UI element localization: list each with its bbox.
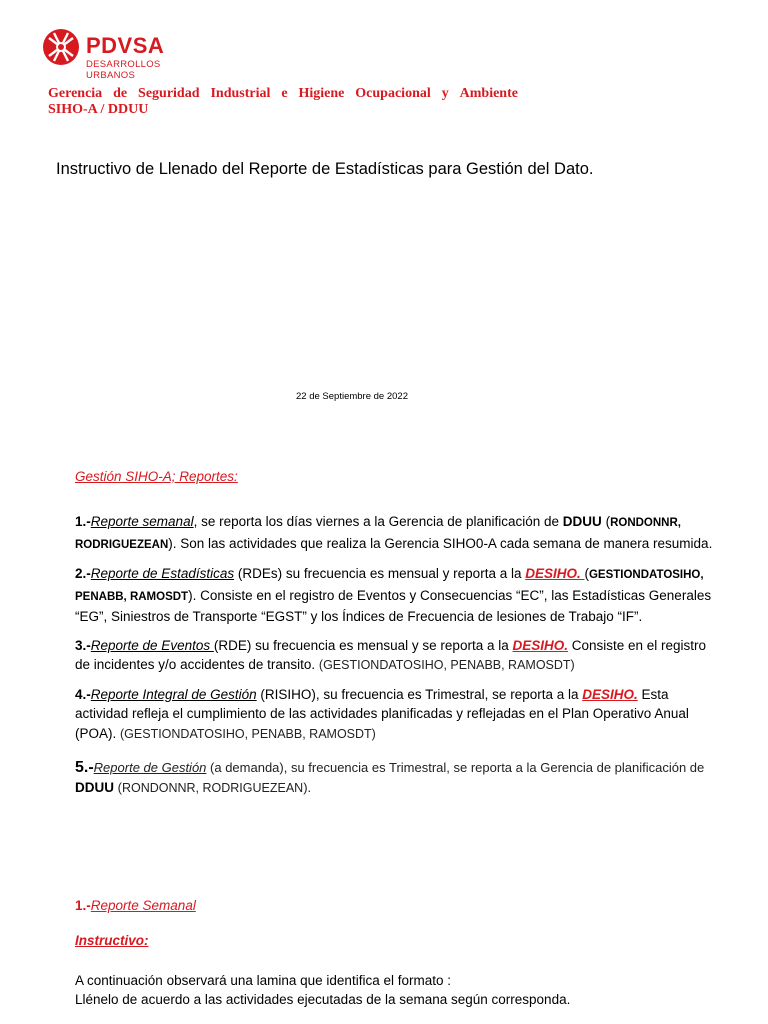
item-text: , se reporta los días viernes a la Gerencia de planificación de [193,514,563,529]
department-line-1 [48,86,518,102]
document-date: 22 de Septiembre de 2022 [296,391,408,402]
item-contacts: (GESTIONDATOSIHO, PENABB, RAMOSDT) [318,658,575,672]
dept-word: y [441,86,449,101]
item-bold: DDUU [562,514,602,529]
dept-word: Industrial [210,86,271,101]
item-text: ( [584,566,589,581]
item-number: 4.- [75,686,91,702]
item-text: (a demanda), su frecuencia es Trimestral, se reporta a la Gerencia de planificación de [206,760,705,775]
report-list [75,512,715,807]
item-text: ( [605,514,611,529]
report-link[interactable]: Reporte de Estadísticas [90,566,235,581]
pdvsa-sun-icon [42,28,80,66]
dept-word: Higiene [298,86,345,101]
report-link[interactable]: Reporte Integral de Gestión [90,686,257,702]
section-heading: Gestión SIHO-A; Reportes: [75,469,238,484]
dept-word: Ambiente [459,86,518,101]
item-text: (RDE) su frecuencia es mensual y se reporta a la [213,637,513,653]
item-contacts: GESTIONDATOSIHO, PENABB, RAMOSDT [75,569,704,603]
logo-name: PDVSA [86,33,165,58]
item-number: 5.- [75,759,94,776]
section-link[interactable]: Reporte Semanal [90,898,196,913]
item-contacts: RONDONNR, RODRIGUEZEAN [121,780,304,795]
dept-word: e [281,86,288,101]
desiho-link[interactable]: DESIHO. [582,686,638,702]
list-item [75,685,715,745]
instruction-line-1: A continuación observará una lamina que identifica el formato : [75,973,451,988]
document-title: Instructivo de Llenado del Reporte de Estadísticas para Gestión del Dato. [56,160,594,178]
item-text: (RISIHO), su frecuencia es Trimestral, se reporta a la [256,686,583,702]
report-link[interactable]: Reporte semanal [90,514,194,529]
item-bold: DDUU [75,779,114,795]
item-number: 3.- [75,637,91,653]
list-item [75,564,715,627]
dept-word: Gerencia [48,86,103,101]
list-item [75,512,715,555]
dept-word: de [113,86,128,101]
dept-word: Ocupacional [355,86,431,101]
section-2-heading [75,898,196,913]
item-text: (RDEs) su frecuencia es mensual y reporta a la [234,566,526,581]
instruction-line-2: Llénelo de acuerdo a las actividades ejecutadas de la semana según corresponda. [75,992,571,1007]
list-item [75,636,715,676]
item-contacts: RONDONNR, RODRIGUEZEAN [75,517,681,551]
list-item [75,758,715,798]
report-link[interactable]: Reporte de Eventos [90,637,214,653]
section-number: 1.- [75,898,91,913]
department-header [48,86,518,118]
department-line-2: SIHO-A / DDUU [48,102,149,117]
item-text: ( [114,779,122,795]
report-link[interactable]: Reporte de Gestión [93,760,207,775]
dept-word: Seguridad [138,86,200,101]
instructions-paragraph [75,971,715,1009]
item-text: ). [303,779,312,795]
item-number: 2.- [75,566,91,581]
pdvsa-logo [42,28,202,81]
logo-subtitle: DESARROLLOS URBANOS [86,59,161,81]
item-text: Consiste en el registro de incidentes y/o accidentes de transito. [75,637,707,672]
item-text: Esta actividad refleja el cumplimiento de las actividades planificadas y reflejadas en el Plan Operativo Anual (POA). [75,686,689,741]
item-text: ). Consiste en el registro de Eventos y Consecuencias “EC”, las Estadísticas Generales “EG”, Siniestros de Transporte “EGST” y los Índices de Frecuencia de lesiones de Trabajo “IF”. [75,587,712,624]
item-contacts: (GESTIONDATOSIHO, PENABB, RAMOSDT) [120,726,376,741]
desiho-link[interactable]: DESIHO. [525,566,585,581]
instructivo-heading: Instructivo: [75,933,149,948]
item-number: 1.- [75,514,91,529]
item-text: ). Son las actividades que realiza la Gerencia SIHO0-A cada semana de manera resumida. [168,535,713,551]
desiho-link[interactable]: DESIHO. [512,637,568,653]
